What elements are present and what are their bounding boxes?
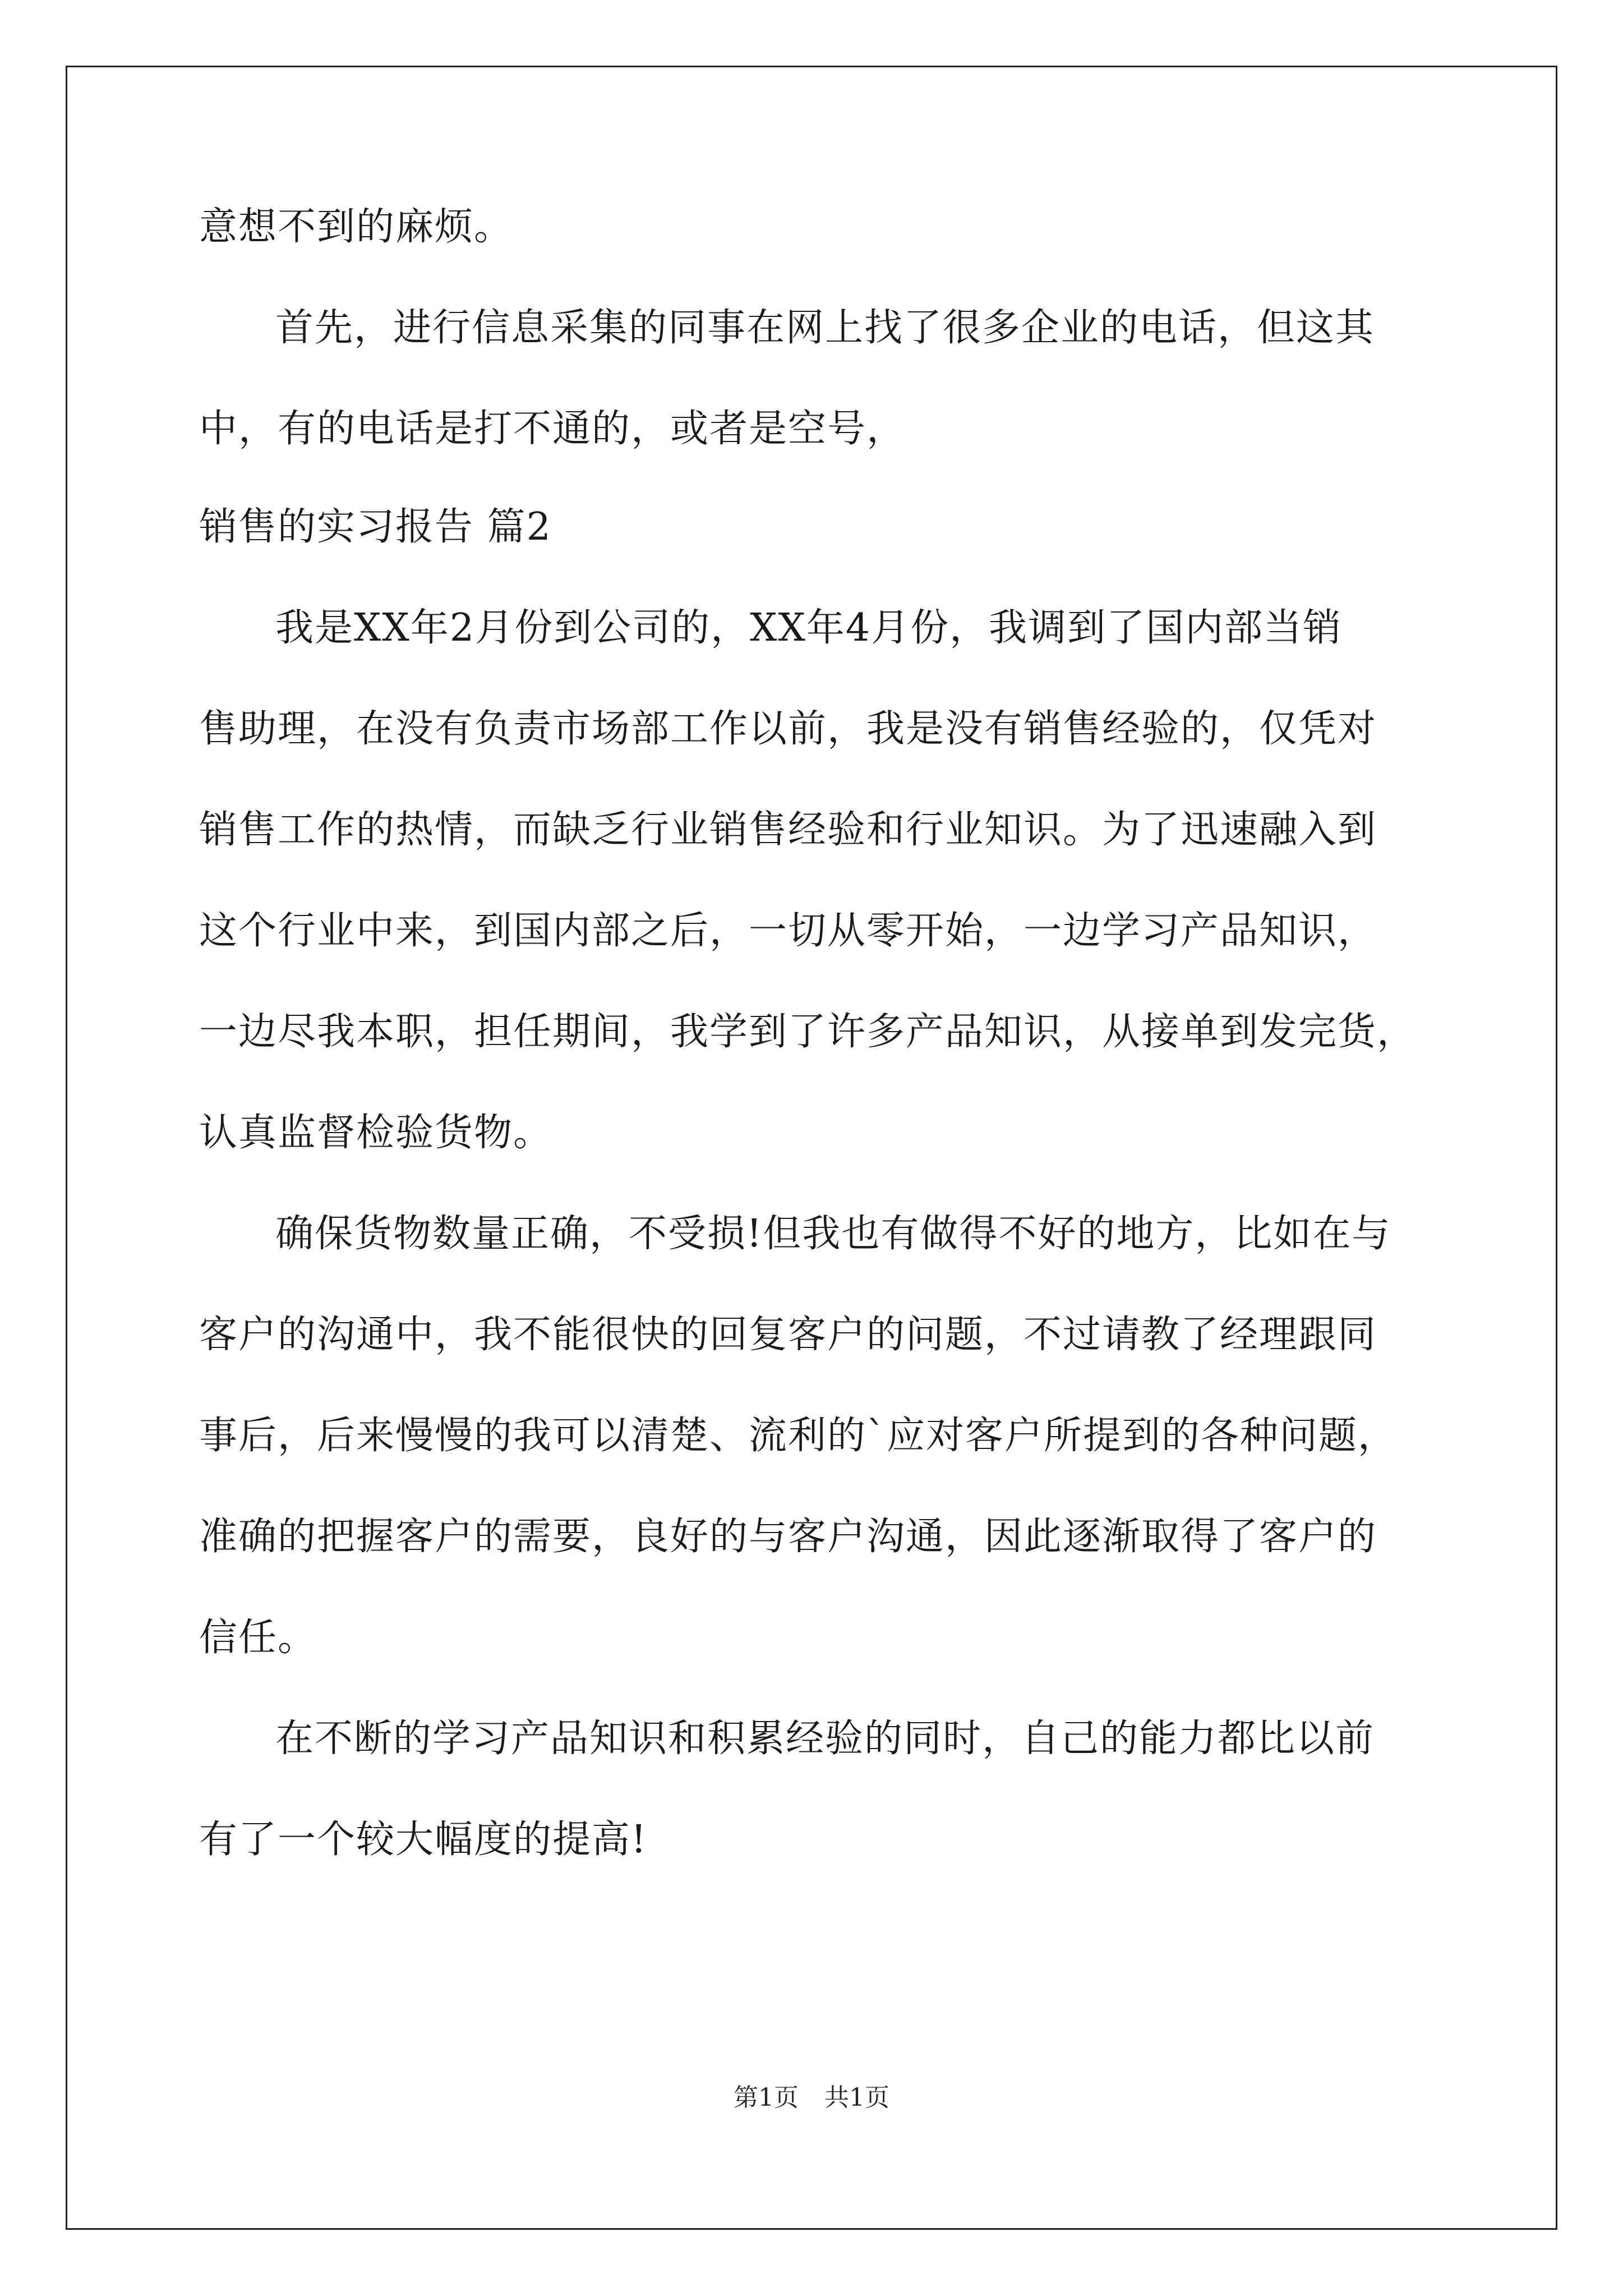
text-line: 一边尽我本职，担任期间，我学到了许多产品知识，从接单到发完货， [199, 1010, 1417, 1054]
paragraph-start: 确保货物数量正确，不受损!但我也有做得不好的地方，比如在与 [275, 1212, 1391, 1256]
text-line: 准确的把握客户的需要，良好的与客户沟通，因此逐渐取得了客户的 [199, 1515, 1377, 1559]
text-line: 事后，后来慢慢的我可以清楚、流利的`应对客户所提到的各种问题， [199, 1414, 1398, 1458]
text-line: 有了一个较大幅度的提高! [199, 1818, 648, 1862]
section-heading: 销售的实习报告 篇2 [199, 505, 552, 549]
text-line: 信任。 [199, 1616, 317, 1660]
page-number: 第1页 [734, 2083, 799, 2112]
paragraph-start: 在不断的学习产品知识和积累经验的同时，自己的能力都比以前 [275, 1717, 1375, 1761]
text-line: 这个行业中来，到国内部之后，一切从零开始，一边学习产品知识， [199, 909, 1377, 953]
text-line: 客户的沟通中，我不能很快的回复客户的问题，不过请教了经理跟同 [199, 1313, 1377, 1357]
paragraph-start: 我是XX年2月份到公司的，XX年4月份，我调到了国内部当销 [275, 606, 1343, 650]
text-line: 中，有的电话是打不通的，或者是空号， [199, 407, 906, 451]
text-line: 销售工作的热情，而缺乏行业销售经验和行业知识。为了迅速融入到 [199, 808, 1377, 852]
text-line: 意想不到的麻烦。 [199, 205, 514, 249]
page-footer [0, 2081, 1623, 2115]
page-count: 共1页 [824, 2083, 889, 2112]
text-line: 认真监督检验货物。 [199, 1111, 553, 1155]
paragraph-start: 首先，进行信息采集的同事在网上找了很多企业的电话，但这其 [275, 306, 1375, 350]
text-line: 售助理，在没有负责市场部工作以前，我是没有销售经验的，仅凭对 [199, 707, 1377, 751]
